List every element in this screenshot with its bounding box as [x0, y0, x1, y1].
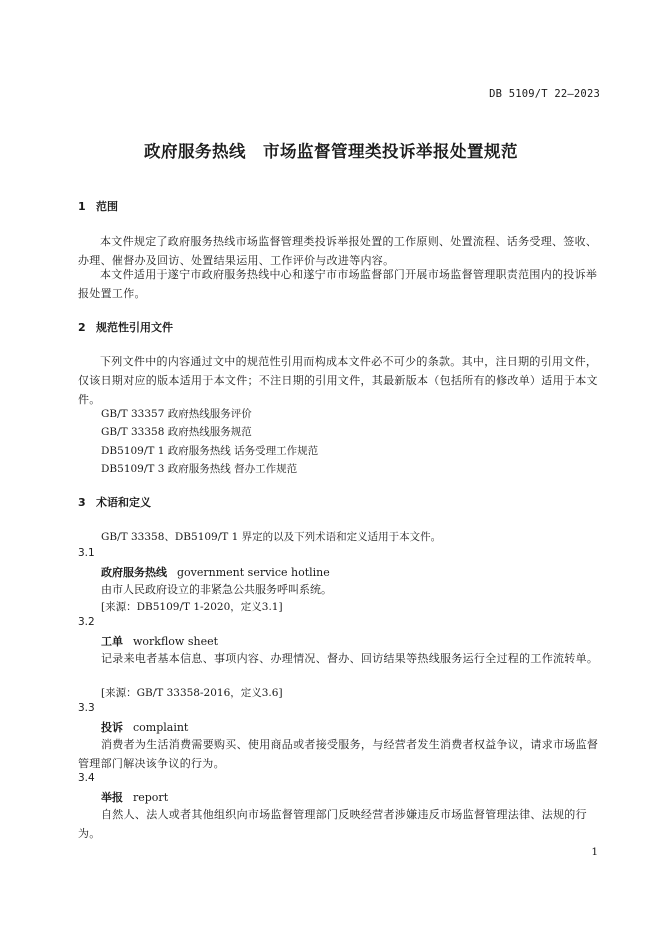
normative-reference: DB5109/T 1 政府服务热线 话务受理工作规范 [101, 445, 319, 457]
term-source: [来源：GB/T 33358-2016，定义3.6] [101, 687, 283, 699]
term-english: complaint [133, 721, 189, 734]
section-title: 规范性引用文件 [96, 321, 173, 334]
section-1-heading [78, 198, 118, 214]
section-2-paragraph: 下列文件中的内容通过文中的规范性引用而构成本文件必不可少的条款。其中，注日期的引用文件，仅该日期对应的版本适用于本文件；不注日期的引用文件，其最新版本（包括所有的修改单）适用于本文件。 [78, 355, 598, 406]
section-title: 术语和定义 [96, 496, 151, 509]
section-3-heading [78, 494, 151, 510]
normative-reference: GB/T 33357 政府热线服务评价 [101, 408, 252, 420]
term-number: 3.2 [78, 616, 95, 628]
term-chinese: 举报 [101, 791, 123, 804]
section-number: 1 [78, 200, 86, 213]
term-definition: 自然人、法人或者其他组织向市场监督管理部门反映经营者涉嫌违反市场监督管理法律、法规的行为。 [78, 808, 587, 840]
term-definition: 由市人民政府设立的非紧急公共服务呼叫系统。 [101, 583, 332, 596]
normative-reference: DB5109/T 3 政府服务热线 督办工作规范 [101, 463, 298, 475]
term-heading [101, 719, 188, 735]
page-title: 政府服务热线 市场监督管理类投诉举报处置规范 [144, 142, 518, 161]
term-heading [101, 789, 168, 805]
section-1-paragraph-1: 本文件规定了政府服务热线市场监督管理类投诉举报处置的工作原则、处置流程、话务受理、签收、办理、催督办及回访、处置结果运用、工作评价与改进等内容。 [78, 235, 598, 267]
term-english: government service hotline [177, 566, 330, 579]
term-chinese: 政府服务热线 [101, 566, 167, 579]
section-2-heading [78, 319, 173, 335]
section-3-intro: GB/T 33358、DB5109/T 1 界定的以及下列术语和定义适用于本文件。 [101, 531, 442, 543]
term-number: 3.1 [78, 547, 95, 559]
term-heading [101, 633, 218, 649]
page-number: 1 [591, 846, 598, 858]
term-number: 3.4 [78, 772, 95, 784]
term-english: report [133, 791, 169, 804]
term-english: workflow sheet [133, 635, 219, 648]
normative-reference: GB/T 33358 政府热线服务规范 [101, 426, 252, 438]
term-number: 3.3 [78, 702, 95, 714]
document-code: DB 5109/T 22—2023 [489, 88, 600, 100]
term-definition: 记录来电者基本信息、事项内容、办理情况、督办、回访结果等热线服务运行全过程的工作流转单。 [101, 652, 599, 665]
section-number: 2 [78, 321, 86, 334]
section-1-paragraph-2: 本文件适用于遂宁市政府服务热线中心和遂宁市市场监督部门开展市场监督管理职责范围内的投诉举报处置工作。 [78, 268, 598, 300]
term-definition: 消费者为生活消费需要购买、使用商品或者接受服务，与经营者发生消费者权益争议，请求市场监督管理部门解决该争议的行为。 [78, 738, 599, 770]
term-heading [101, 564, 330, 580]
section-number: 3 [78, 496, 86, 509]
term-chinese: 投诉 [101, 721, 123, 734]
section-title: 范围 [96, 200, 118, 213]
term-source: [来源：DB5109/T 1-2020，定义3.1] [101, 601, 283, 613]
term-chinese: 工单 [101, 635, 123, 648]
